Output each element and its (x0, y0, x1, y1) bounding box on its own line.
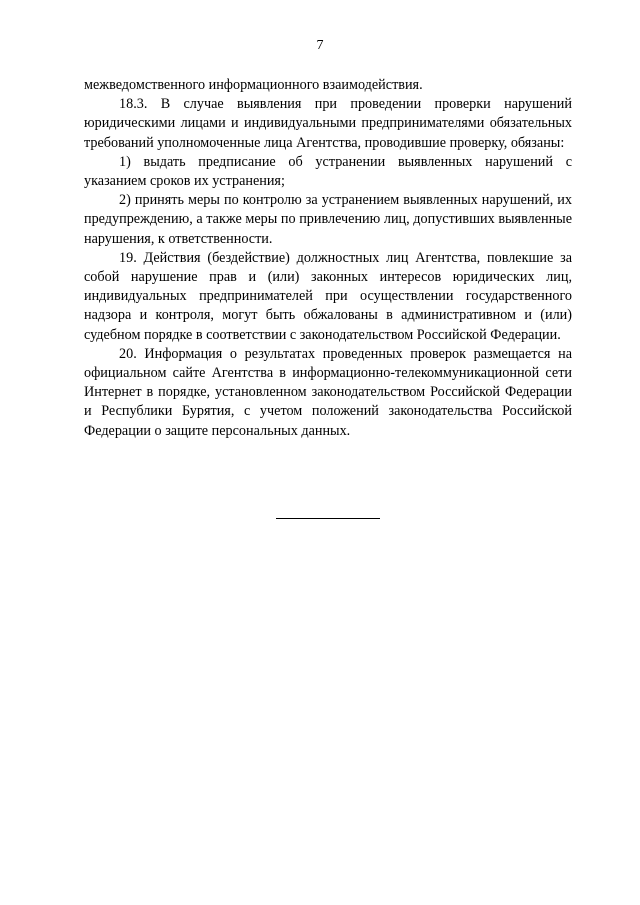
list-item-2: 2) принять меры по контролю за устранением выявленных нарушений, их предупреждению, а также меры по привлечению лиц, допустивших выявленные нарушения, к ответственности. (84, 192, 572, 247)
paragraph-18-3: 18.3. В случае выявления при проведении проверки нарушений юридическими лицами и индивидуальными предпринимателями обязательных требований уполномоченные лица Агентства, проводившие проверку, обязаны: (84, 96, 572, 151)
paragraph-19: 19. Действия (бездействие) должностных лиц Агентства, повлекшие за собой нарушение прав и (или) законных интересов юридических лиц, индивидуальных предпринимателей при осуществлении государственного надзора и контроля, могут быть обжалованы в административном и (или) судебном порядке в соответствии с законодательством Российской Федерации. (84, 249, 572, 343)
end-of-document-rule (276, 518, 380, 519)
page-number: 7 (316, 38, 324, 53)
paragraph-20: 20. Информация о результатах проведенных проверок размещается на официальном сайте Агентства в информационно-телекоммуникационной сети Интернет в порядке, установленном законодательством Российской Федерации и Республики Бурятия, с учетом положений законодательства Российской Федерации о защите персональных данных. (84, 345, 572, 439)
document-body (84, 76, 572, 441)
list-item-1: 1) выдать предписание об устранении выявленных нарушений с указанием сроков их устранения; (84, 153, 572, 190)
paragraph-continuation: межведомственного информационного взаимодействия. (84, 77, 423, 93)
